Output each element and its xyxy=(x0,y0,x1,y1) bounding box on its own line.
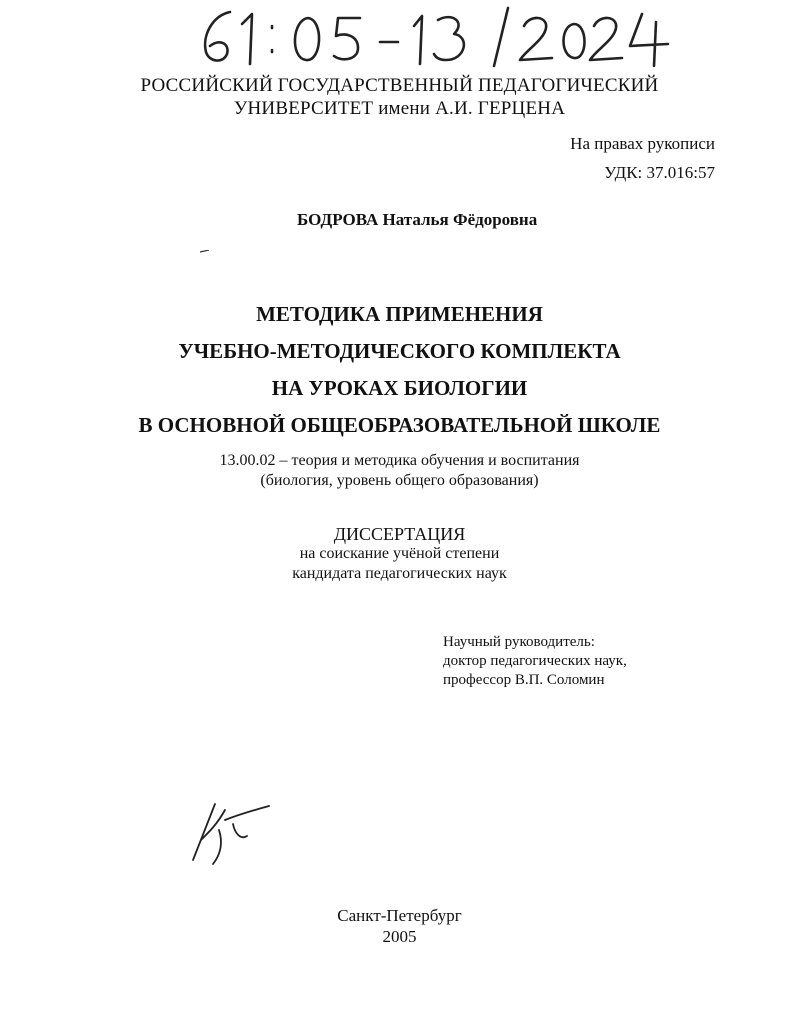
advisor-line3: профессор В.П. Соломин xyxy=(443,672,605,688)
handwritten-archive-number xyxy=(190,2,670,68)
specialty-line1: 13.00.02 – теория и методика обучения и воспитания xyxy=(219,452,580,469)
title-line3: НА УРОКАХ БИОЛОГИИ xyxy=(271,376,528,400)
title-line4: В ОСНОВНОЙ ОБЩЕОБРАЗОВАТЕЛЬНОЙ ШКОЛЕ xyxy=(138,413,661,437)
place-and-year xyxy=(0,905,799,947)
degree-line1: на соискание учёной степени xyxy=(299,545,500,562)
title-line2: УЧЕБНО-МЕТОДИЧЕСКОГО КОМПЛЕКТА xyxy=(178,339,621,363)
title-line1: МЕТОДИКА ПРИМЕНЕНИЯ xyxy=(256,302,543,326)
dissertation-heading: ДИССЕРТАЦИЯ xyxy=(333,524,466,544)
city: Санкт-Петербург xyxy=(337,906,462,925)
specialty-line2: (биология, уровень общего образования) xyxy=(260,472,539,489)
degree-description xyxy=(0,544,799,584)
specialty xyxy=(0,451,799,491)
author-name: БОДРОВА Наталья Фёдоровна xyxy=(297,210,538,229)
handwritten-signature xyxy=(185,800,275,866)
stray-mark xyxy=(200,240,209,243)
rights-note: На правах рукописи xyxy=(570,134,715,153)
scientific-advisor xyxy=(443,633,627,690)
year: 2005 xyxy=(382,927,417,946)
university-name-line2: УНИВЕРСИТЕТ имени А.И. ГЕРЦЕНА xyxy=(233,98,566,119)
udc-code: УДК: 37.016:57 xyxy=(604,163,715,182)
degree-line2: кандидата педагогических наук xyxy=(292,565,507,582)
advisor-line2: доктор педагогических наук, xyxy=(443,653,627,669)
dissertation-title xyxy=(0,296,799,444)
university-name-line1: РОССИЙСКИЙ ГОСУДАРСТВЕННЫЙ ПЕДАГОГИЧЕСКИЙ xyxy=(140,75,659,96)
university-name xyxy=(0,74,799,120)
advisor-line1: Научный руководитель: xyxy=(443,634,595,650)
